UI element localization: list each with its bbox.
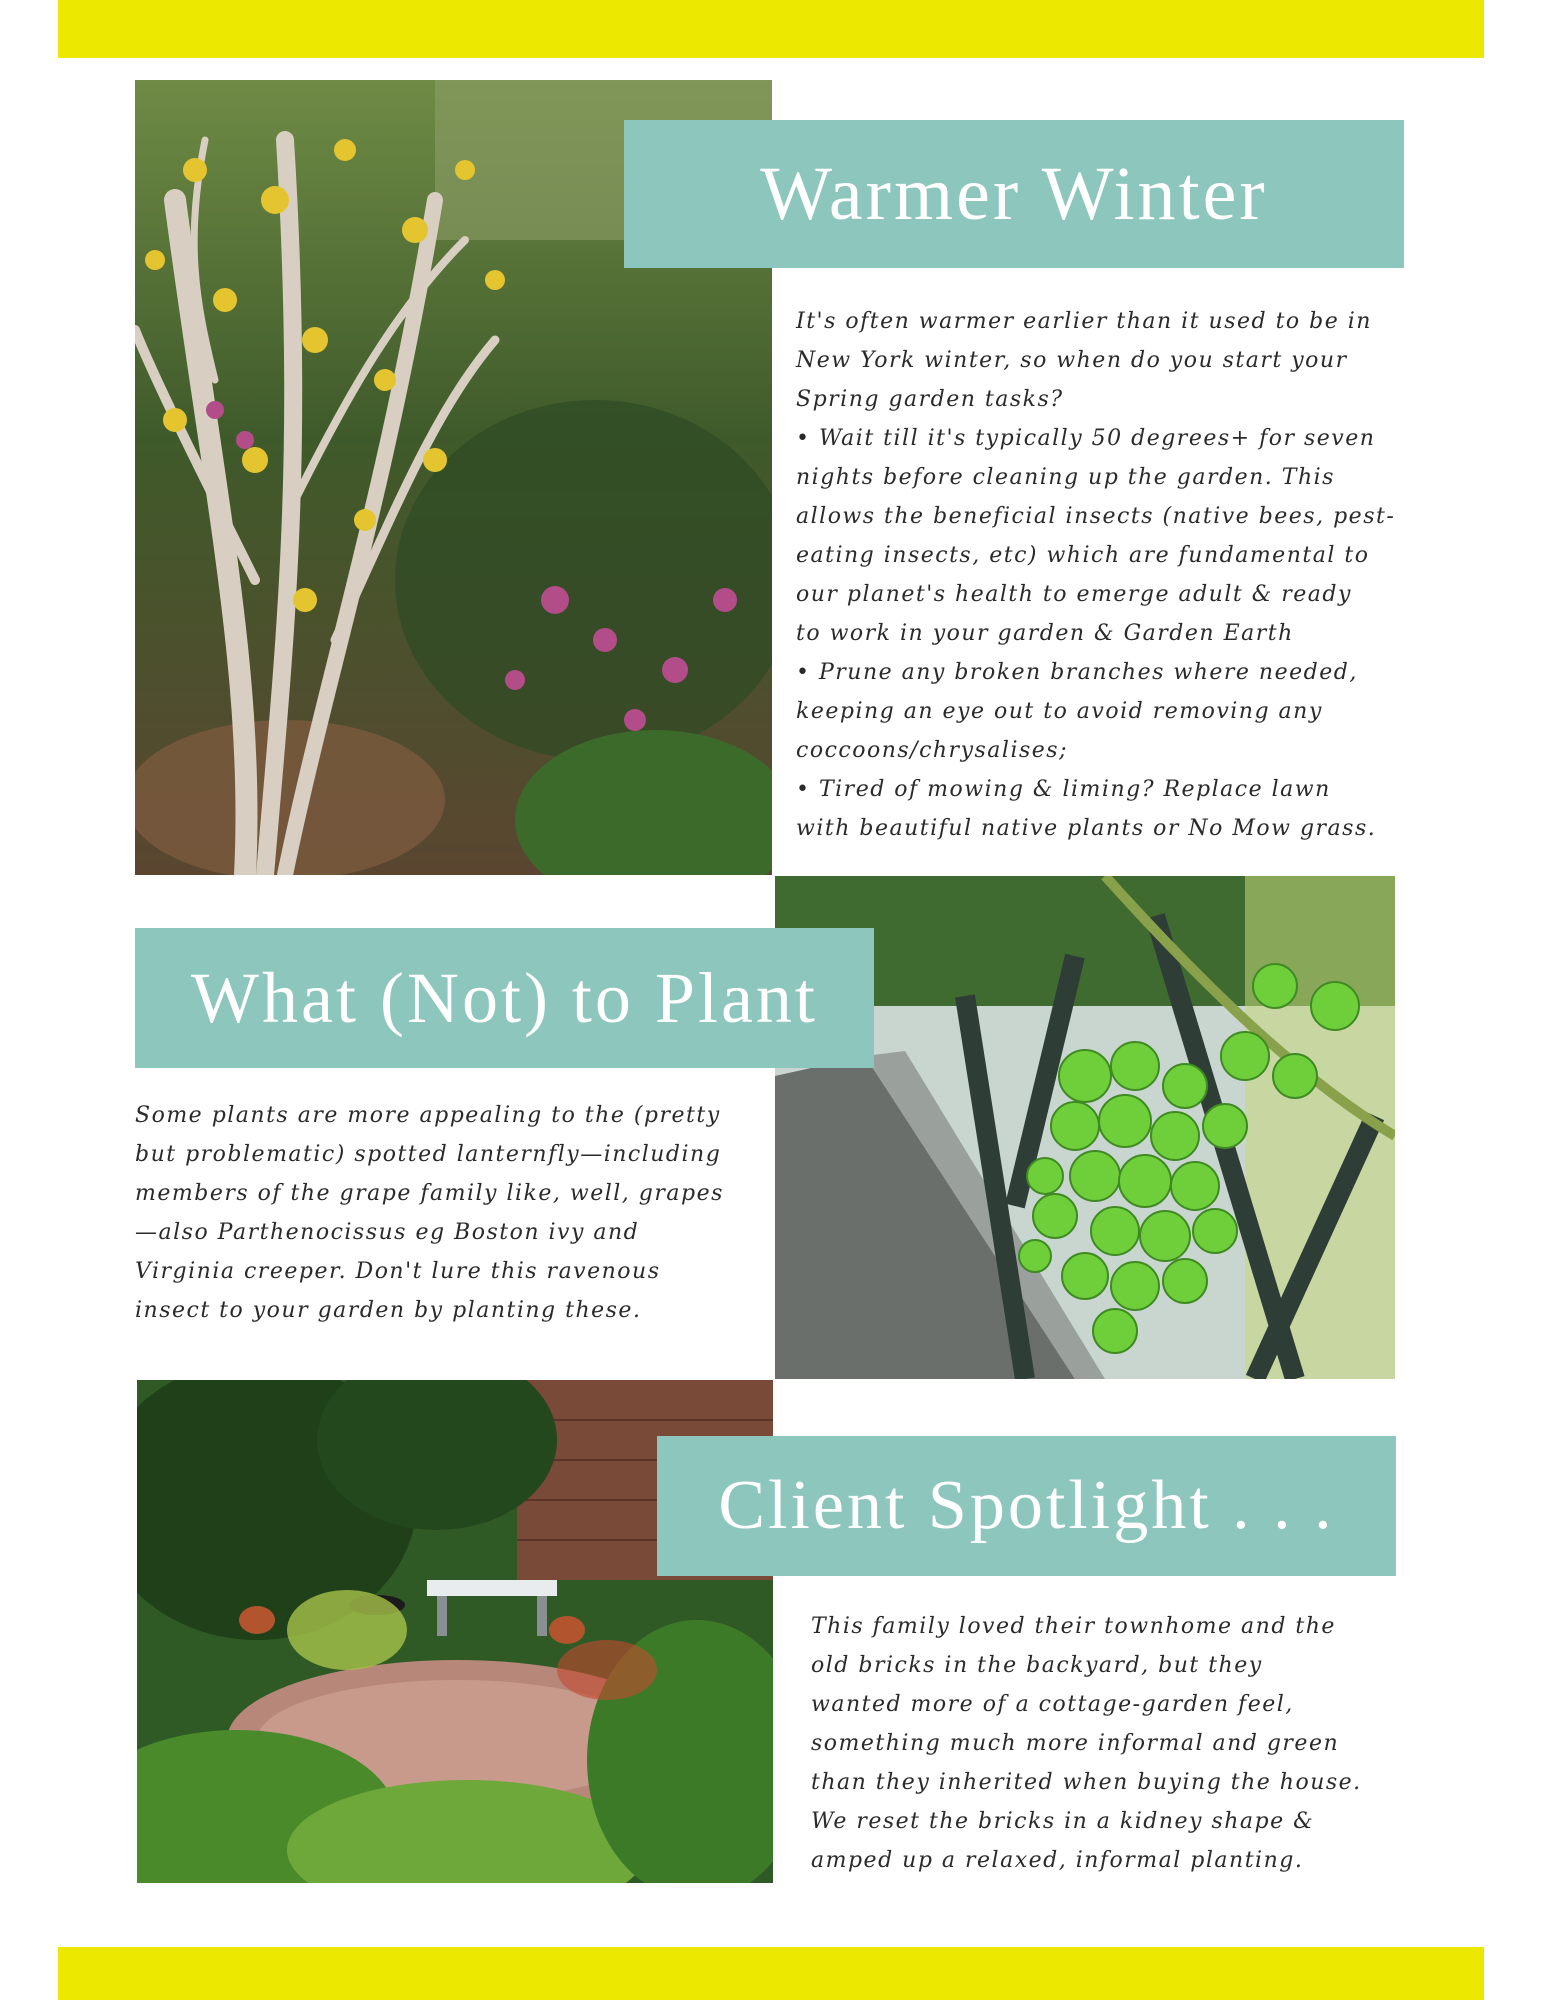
text-line: • Tired of mowing & liming? Replace lawn xyxy=(796,777,1331,802)
bottom-accent-bar xyxy=(58,1947,1484,2000)
text-line: We reset the bricks in a kidney shape & xyxy=(811,1809,1315,1834)
text-line: Spring garden tasks? xyxy=(796,387,1064,412)
text-line: —also Parthenocissus eg Boston ivy and xyxy=(135,1220,640,1245)
client-spotlight-text xyxy=(811,1607,1362,1880)
text-line: amped up a relaxed, informal planting. xyxy=(811,1848,1304,1873)
warmer-winter-text xyxy=(796,302,1395,848)
text-line: but problematic) spotted lanternfly—including xyxy=(135,1142,722,1167)
text-line: our planet's health to emerge adult & ready xyxy=(796,582,1352,607)
text-line: keeping an eye out to avoid removing any xyxy=(796,699,1323,724)
text-line: eating insects, etc) which are fundamental to xyxy=(796,543,1370,568)
what-not-to-plant-banner xyxy=(135,928,874,1068)
what-not-to-plant-title: What (Not) to Plant xyxy=(191,957,818,1038)
what-not-to-plant-text xyxy=(135,1096,724,1330)
client-spotlight-banner xyxy=(657,1436,1396,1576)
text-line: It's often warmer earlier than it used to be in xyxy=(796,309,1372,334)
text-line: allows the beneficial insects (native bees, pest- xyxy=(796,504,1396,529)
text-line: old bricks in the backyard, but they xyxy=(811,1653,1263,1678)
text-line: coccoons/chrysalises; xyxy=(796,738,1068,763)
top-accent-bar xyxy=(58,0,1484,58)
text-line: insect to your garden by planting these. xyxy=(135,1298,642,1323)
text-line: members of the grape family like, well, grapes xyxy=(135,1181,724,1206)
text-line: • Prune any broken branches where needed, xyxy=(796,660,1358,685)
client-spotlight-title: Client Spotlight . . . xyxy=(718,1467,1335,1544)
text-line: • Wait till it's typically 50 degrees+ for seven xyxy=(796,426,1376,451)
text-line: Some plants are more appealing to the (pretty xyxy=(135,1103,721,1128)
text-line: This family loved their townhome and the xyxy=(811,1614,1336,1639)
text-line: New York winter, so when do you start your xyxy=(796,348,1348,373)
text-line: nights before cleaning up the garden. This xyxy=(796,465,1335,490)
text-line: with beautiful native plants or No Mow grass. xyxy=(796,816,1377,841)
text-line: Virginia creeper. Don't lure this ravenous xyxy=(135,1259,661,1284)
warmer-winter-title: Warmer Winter xyxy=(760,151,1268,236)
text-line: to work in your garden & Garden Earth xyxy=(796,621,1294,646)
text-line: than they inherited when buying the house. xyxy=(811,1770,1362,1795)
text-line: something much more informal and green xyxy=(811,1731,1340,1756)
text-line: wanted more of a cottage-garden feel, xyxy=(811,1692,1294,1717)
warmer-winter-banner xyxy=(624,120,1404,268)
